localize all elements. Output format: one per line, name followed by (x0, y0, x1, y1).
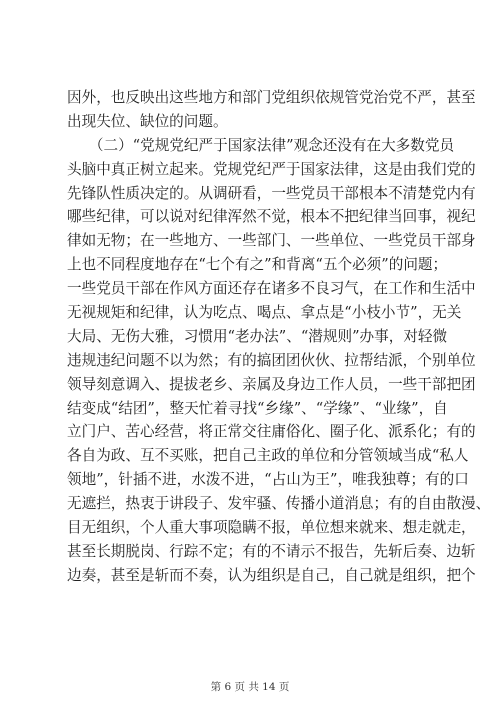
text-line: 各自为政、互不买账，把自己主政的单位和分管领域当成“私人 (67, 447, 469, 465)
text-line: 甚至长期脱岗、行踪不定；有的不请示不报告，先斩后奏、边斩 (67, 542, 476, 560)
text-line: 违规违纪问题不以为然；有的搞团团伙伙、拉帮结派，个别单位 (67, 351, 476, 369)
text-line: 立门户、苦心经营，将正常交往庸俗化、圈子化、派系化；有的 (67, 423, 476, 441)
text-line: 上也不同程度地存在“七个有之”和背离“五个必须”的问题； (67, 256, 448, 274)
text-line: （二）“党规党纪严于国家法律”观念还没有在大多数党员 (67, 136, 455, 154)
page-footer: 第 6 页 共 14 页 (210, 681, 290, 693)
text-line: 目无组织，个人重大事项隐瞒不报，单位想来就来、想走就走， (67, 519, 476, 537)
text-line: 因外，也反映出这些地方和部门党组织依规管党治党不严，甚至 (67, 89, 476, 106)
text-line: 律如无物；在一些地方、一些部门、一些单位、一些党员干部身 (67, 232, 476, 250)
text-line: 一些党员干部在作风方面还存在诸多不良习气，在工作和生活中 (67, 280, 476, 298)
text-line: 结变成“结团”，整天忙着寻找“乡缘”、“学缘”、“业缘”，自 (67, 399, 448, 417)
text-line: 出现失位、缺位的问题。 (67, 112, 228, 130)
text-line: 领导刻意调入、提拔老乡、亲属及身边工作人员，一些干部把团 (67, 375, 476, 393)
text-line: 哪些纪律，可以说对纪律浑然不觉，根本不把纪律当回事，视纪 (67, 208, 476, 226)
text-line: 大局、无伤大雅，习惯用“老办法”、“潜规则”办事，对轻微 (67, 327, 448, 345)
text-line: 先锋队性质决定的。从调研看，一些党员干部根本不清楚党内有 (67, 184, 476, 202)
body-text (67, 86, 491, 588)
text-line: 头脑中真正树立起来。党规党纪严于国家法律，这是由我们党的 (67, 160, 476, 178)
text-line: 领地”，针插不进，水泼不进，“占山为王”，唯我独尊；有的口 (67, 471, 469, 489)
text-line: 边奏，甚至是斩而不奏，认为组织是自己，自己就是组织，把个 (67, 566, 476, 584)
text-line: 无视规矩和纪律，认为吃点、喝点、拿点是“小枝小节”，无关 (67, 304, 462, 322)
text-line: 无遮拦，热衷于讲段子、发牢骚、传播小道消息；有的自由散漫、 (67, 495, 491, 513)
